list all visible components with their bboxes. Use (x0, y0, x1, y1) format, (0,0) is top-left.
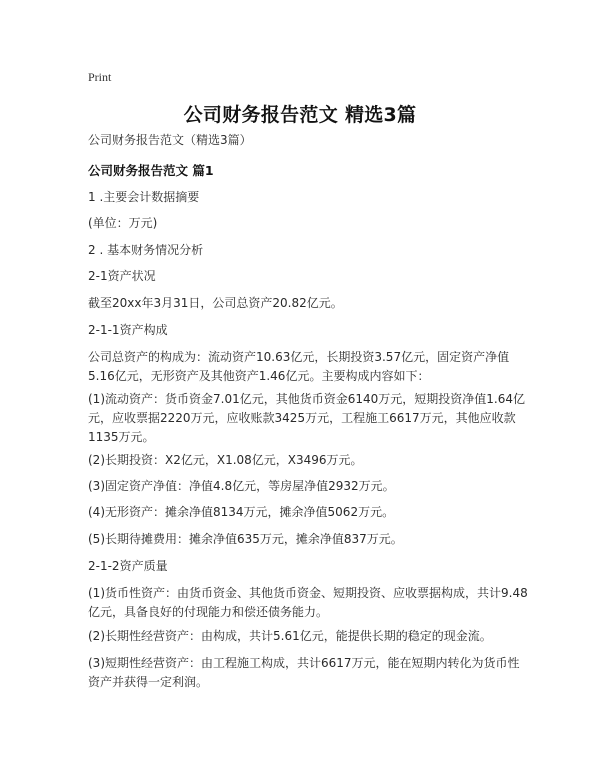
subtitle: 公司财务报告范文（精选3篇） (88, 133, 252, 147)
section-heading: 公司财务报告范文 篇1 (88, 163, 214, 178)
paragraph: (2)长期性经营资产：由构成，共计5.61亿元，能提供长期的稳定的现金流。 (88, 629, 492, 643)
paragraph: (5)长期待摊费用：摊余净值635万元，摊余净值837万元。 (88, 532, 403, 546)
paragraph: (1)流动资产：货币资金7.01亿元，其他货币资金6140万元，短期投资净值1.64亿元，应收票据2220万元，应收账款3425万元，工程施工6617万元，其他应收款1135万元。 (88, 392, 525, 444)
paragraph: 公司总资产的构成为：流动资产10.63亿元，长期投资3.57亿元，固定资产净值5.16亿元，无形资产及其他资产1.46亿元。主要构成内容如下： (88, 350, 510, 383)
paragraph: (3)固定资产净值：净值4.8亿元，等房屋净值2932万元。 (88, 479, 395, 493)
paragraph: (2)长期投资：X2亿元，X1.08亿元，X3496万元。 (88, 453, 363, 467)
document-title: 公司财务报告范文 精选3篇 (183, 104, 417, 126)
paragraph: (4)无形资产：摊余净值8134万元，摊余净值5062万元。 (88, 505, 395, 519)
paragraph: 2-1-1资产构成 (88, 323, 168, 337)
paragraph: (单位：万元) (88, 216, 158, 230)
paragraph: 2 . 基本财务情况分析 (88, 243, 204, 257)
paragraph: 2-1资产状况 (88, 269, 156, 283)
paragraph: (1)货币性资产：由货币资金、其他货币资金、短期投资、应收票据构成，共计9.48亿元，具备良好的付现能力和偿还债务能力。 (88, 586, 528, 619)
print-label: Print (88, 70, 112, 84)
paragraph: 1 .主要会计数据摘要 (88, 190, 200, 204)
paragraph: (3)短期性经营资产：由工程施工构成，共计6617万元，能在短期内转化为货币性资产并获得一定利润。 (88, 656, 520, 689)
paragraph: 截至20xx年3月31日，公司总资产20.82亿元。 (88, 296, 343, 310)
paragraph: 2-1-2资产质量 (88, 559, 168, 573)
